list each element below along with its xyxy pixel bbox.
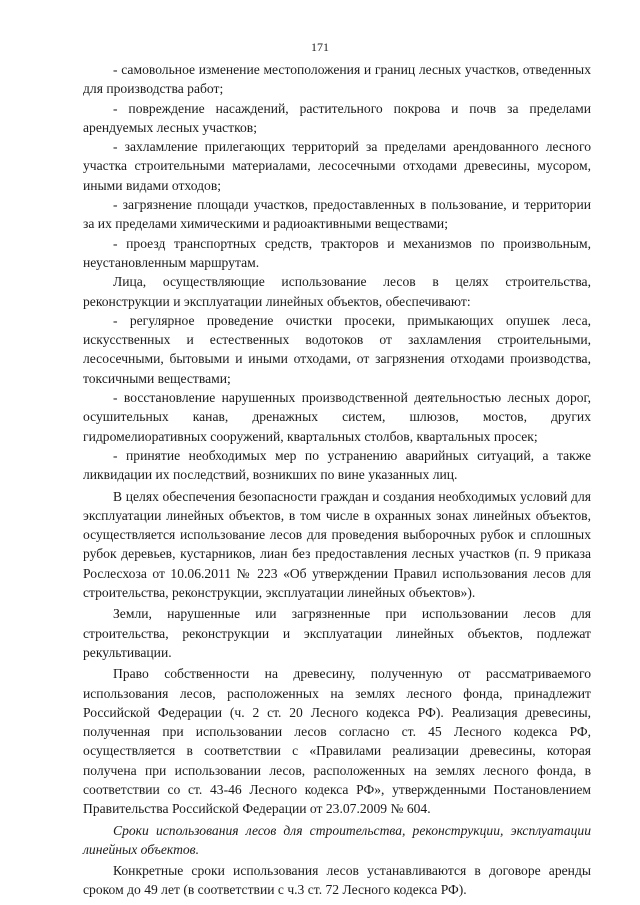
paragraph-violation-littering: - захламление прилегающих территорий за пределами арендованного лесного участка строительными материалами, лесосечными отходами древесины, мусором, иными видами отходов; [83,139,591,193]
document-text [83,60,591,900]
paragraph-violation-vehicles: - проезд транспортных средств, тракторов и механизмов по произвольным, неустановленным маршрутам. [83,235,591,270]
paragraph-timber-ownership: Право собственности на древесину, полученную от рассматриваемого использования лесов, расположенных на землях лесного фонда, принадлежит Российской Федерации (ч. 2 ст. 20 Лесного кодекса РФ). Реализация древесины, полученная при использовании лесов согласно ст. 45 Лесного кодекса РФ, осуществляется в соответствии с «Правилами реализации древесины, которая получена при использовании лесов, расположенных на землях лесного фонда, в соответствии со ст. 43-46 Лесного кодекса РФ», утвержденными Постановлением Правительства Российской Федерации от 23.07.2009 № 604. [83,666,591,817]
paragraph-lease-terms: Конкретные сроки использования лесов устанавливаются в договоре аренды сроком до 49 лет (в соответствии с ч.3 ст. 72 Лесного кодекса РФ). [83,863,591,898]
paragraph-obligation-cleaning: - регулярное проведение очистки просеки, примыкающих опушек леса, искусственных и естественных водотоков от захламления строительными, лесосечными, бытовыми и иными отходами, от загрязнения отходами производства, токсичными веществами; [83,312,591,386]
section-heading-terms: Сроки использования лесов для строительства, реконструкции, эксплуатации линейных объектов. [83,822,591,857]
paragraph-safety-felling: В целях обеспечения безопасности граждан и создания необходимых условий для эксплуатации линейных объектов, в том числе в охранных зонах линейных объектов, осуществляется использование лесов для проведения выборочных рубок и сплошных рубок деревьев, кустарников, лиан без предоставления лесных участков (п. 9 приказа Рослесхоза от 10.06.2011 № 223 «Об утверждении Правил использования лесов для строительства, реконструкции, эксплуатации линейных объектов»). [83,488,591,601]
paragraph-obligations-intro: Лица, осуществляющие использование лесов в целях строительства, реконструкции и эксплуатации линейных объектов, обеспечивают: [83,274,591,309]
paragraph-violation-damage: - повреждение насаждений, растительного покрова и почв за пределами арендуемых лесных участков; [83,100,591,135]
paragraph-obligation-emergency: - принятие необходимых мер по устранению аварийных ситуаций, а также ликвидации их последствий, возникших по вине указанных лиц. [83,447,591,483]
paragraph-violation-relocation: - самовольное изменение местоположения и границ лесных участков, отведенных для производства работ; [83,62,591,97]
paragraph-violation-pollution: - загрязнение площади участков, предоставленных в пользование, и территории за их пределами химическими и радиоактивными веществами; [83,197,591,232]
page-number: 171 [311,40,329,54]
paragraph-obligation-restoration: - восстановление нарушенных производственной деятельностью лесных дорог, осушительных канав, дренажных систем, шлюзов, мостов, других гидромелиоративных сооружений, квартальных столбов, квартальных просек; [83,390,591,444]
paragraph-reclamation: Земли, нарушенные или загрязненные при использовании лесов для строительства, реконструкции и эксплуатации линейных объектов, подлежат рекультивации. [83,606,591,660]
